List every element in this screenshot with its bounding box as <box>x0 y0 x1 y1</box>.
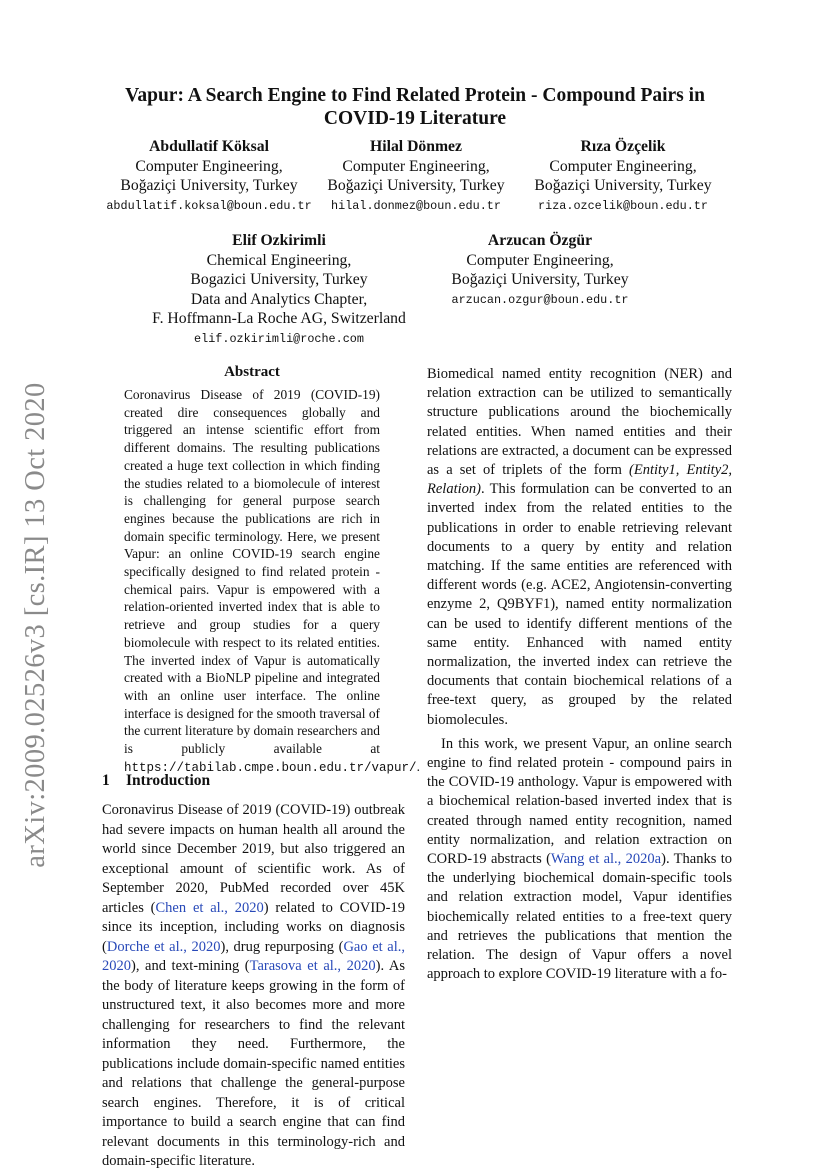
author-department: Computer Engineering, <box>466 251 614 269</box>
author-affiliation-3: F. Hoffmann-La Roche AG, Switzerland <box>152 310 406 327</box>
author-email[interactable]: arzucan.ozgur@boun.edu.tr <box>451 292 629 307</box>
abstract-text <box>124 386 420 777</box>
intro-paragraph-2 <box>427 365 732 730</box>
author-name: Rıza Özçelik <box>580 138 666 155</box>
text-run: Biomedical named entity recognition (NER) and relation extraction can be utilized to semantically structure publications around the biochemically related entities. When named entities and their relations are extracted, a document can be expressed as a set of triplets of the form <box>427 366 732 479</box>
citation-link[interactable]: Wang et al., 2020a <box>550 851 662 868</box>
abstract-heading: Abstract <box>224 364 280 380</box>
text-run: ). As the body of literature keeps growing in the form of unstructured text, it also becomes more and more challenging for researchers to find the relevant information they need. Furthermore, the publications include domain-specific named entities and relations that challenge the general-purpose search engines. Therefore, it is of critical importance to build a search engine that can find relevant documents in this terminology-rich and domain-specific literature. <box>102 958 405 1169</box>
author-department: Computer Engineering, <box>549 157 697 175</box>
author-affiliation: Boğaziçi University, Turkey <box>534 177 712 194</box>
author-affiliation: Boğaziçi University, Turkey <box>120 177 298 194</box>
text-run: ) related to COVID-19 since its inception, including works on diagnosis ( <box>102 899 405 955</box>
author-email[interactable]: riza.ozcelik@boun.edu.tr <box>538 198 708 213</box>
author-email[interactable]: abdullatif.koksal@boun.edu.tr <box>106 198 312 213</box>
text-run: ). Thanks to the underlying biochemical domain-specific tools and relation extraction model, Vapur identifies biochemically related entities to a free-text query and retrieves the publications that mention the relation. The design of Vapur offers a novel approach to explore COVID-19 literature with a fo- <box>427 851 733 983</box>
vapur-url-link[interactable]: https://tabilab.cmpe.boun.edu.tr/vapur/ <box>124 760 417 775</box>
author-name: Arzucan Özgür <box>487 232 593 249</box>
section-title: Introduction <box>126 772 211 789</box>
author-block <box>516 137 730 216</box>
author-name: Abdullatif Köksal <box>149 138 269 155</box>
citation-link[interactable]: Gao et al., 2020 <box>102 938 405 974</box>
author-affiliation-2: Data and Analytics Chapter, <box>190 290 368 308</box>
abstract-end: . <box>416 758 420 774</box>
text-run: In this work, we present Vapur, an online search engine to find related protein - compound pairs in the COVID-19 anthology. Vapur is empowered with a biochemical relation-based inverted index that is created through named entity recognition, named entity normalization, and relation extraction on CORD-19 abstracts ( <box>427 735 732 868</box>
author-department: Chemical Engineering, <box>206 251 352 269</box>
author-affiliation: Boğaziçi University, Turkey <box>451 271 629 288</box>
intro-paragraph-3 <box>427 735 732 985</box>
intro-paragraph-1 <box>102 801 405 1172</box>
author-block <box>318 137 514 216</box>
author-affiliation: Boğaziçi University, Turkey <box>327 177 505 194</box>
author-affiliation: Bogazici University, Turkey <box>190 271 368 288</box>
author-email[interactable]: elif.ozkirimli@roche.com <box>194 331 364 346</box>
right-column <box>427 365 732 985</box>
arxiv-side-label <box>14 375 58 875</box>
section-heading-introduction <box>102 772 210 790</box>
citation-link[interactable]: Dorche et al., 2020 <box>106 938 221 955</box>
text-run: . This formulation can be converted to an inverted index from the related entities to the publications in order to enable retrieving relevant documents to a query by entity and relation matching. If the same entities are referenced with different words (e.g. ACE2, Angiotensin-converting enzyme 2, Q9BYF1), named entity normalization can be used to identify different mentions of the same entity. Enhanced with named entity normalization, the inverted index can retrieve the documents that contain biochemical relations of a free-text query, as grouped by the related biomolecules. <box>427 481 732 728</box>
author-name: Elif Ozkirimli <box>232 232 326 249</box>
citation-link[interactable]: Tarasova et al., 2020 <box>249 958 376 974</box>
text-run: ), and text-mining ( <box>131 958 250 974</box>
arxiv-identifier: arXiv:2009.02526v3 [cs.IR] 13 Oct 2020 <box>20 382 51 868</box>
author-block <box>440 231 640 310</box>
citation-link[interactable]: Chen et al., 2020 <box>155 899 264 916</box>
paper-title: Vapur: A Search Engine to Find Related Protein - Compound Pairs in COVID-19 Literature <box>125 85 705 129</box>
author-department: Computer Engineering, <box>342 157 490 175</box>
author-name: Hilal Dönmez <box>370 138 462 155</box>
triplet-formula: (Entity1, Entity2, Relation) <box>427 462 733 498</box>
author-block <box>100 137 318 216</box>
section-number: 1 <box>102 772 110 789</box>
author-email[interactable]: hilal.donmez@boun.edu.tr <box>331 198 501 213</box>
author-block <box>136 231 422 349</box>
text-run: ), drug repurposing ( <box>220 938 344 955</box>
text-run: Coronavirus Disease of 2019 (COVID-19) outbreak had severe impacts on human health all around the world since December 2019, but also triggered an exceptional amount of scientific work. As of September 2020, PubMed recorded over 45K articles ( <box>102 802 405 916</box>
author-department: Computer Engineering, <box>135 157 283 175</box>
abstract-body: Coronavirus Disease of 2019 (COVID-19) created dire consequences globally and triggered an intense scientific effort from different domains. The resulting publications created a huge text collection in which finding the studies related to a biomolecule of interest is challenging for general purpose search engines because the publications are rich in domain specific terminology. Here, we present Vapur: an online COVID-19 search engine specifically designed to find related protein - chemical pairs. Vapur is empowered with a relation-oriented inverted index that is able to retrieve and group studies for a query biomolecule with respect to its related entities. The inverted index of Vapur is automatically created with a BioNLP pipeline and integrated with an online user interface. The online interface is designed for the smooth traversal of the current literature by domain researchers and is publicly available at <box>124 387 380 757</box>
